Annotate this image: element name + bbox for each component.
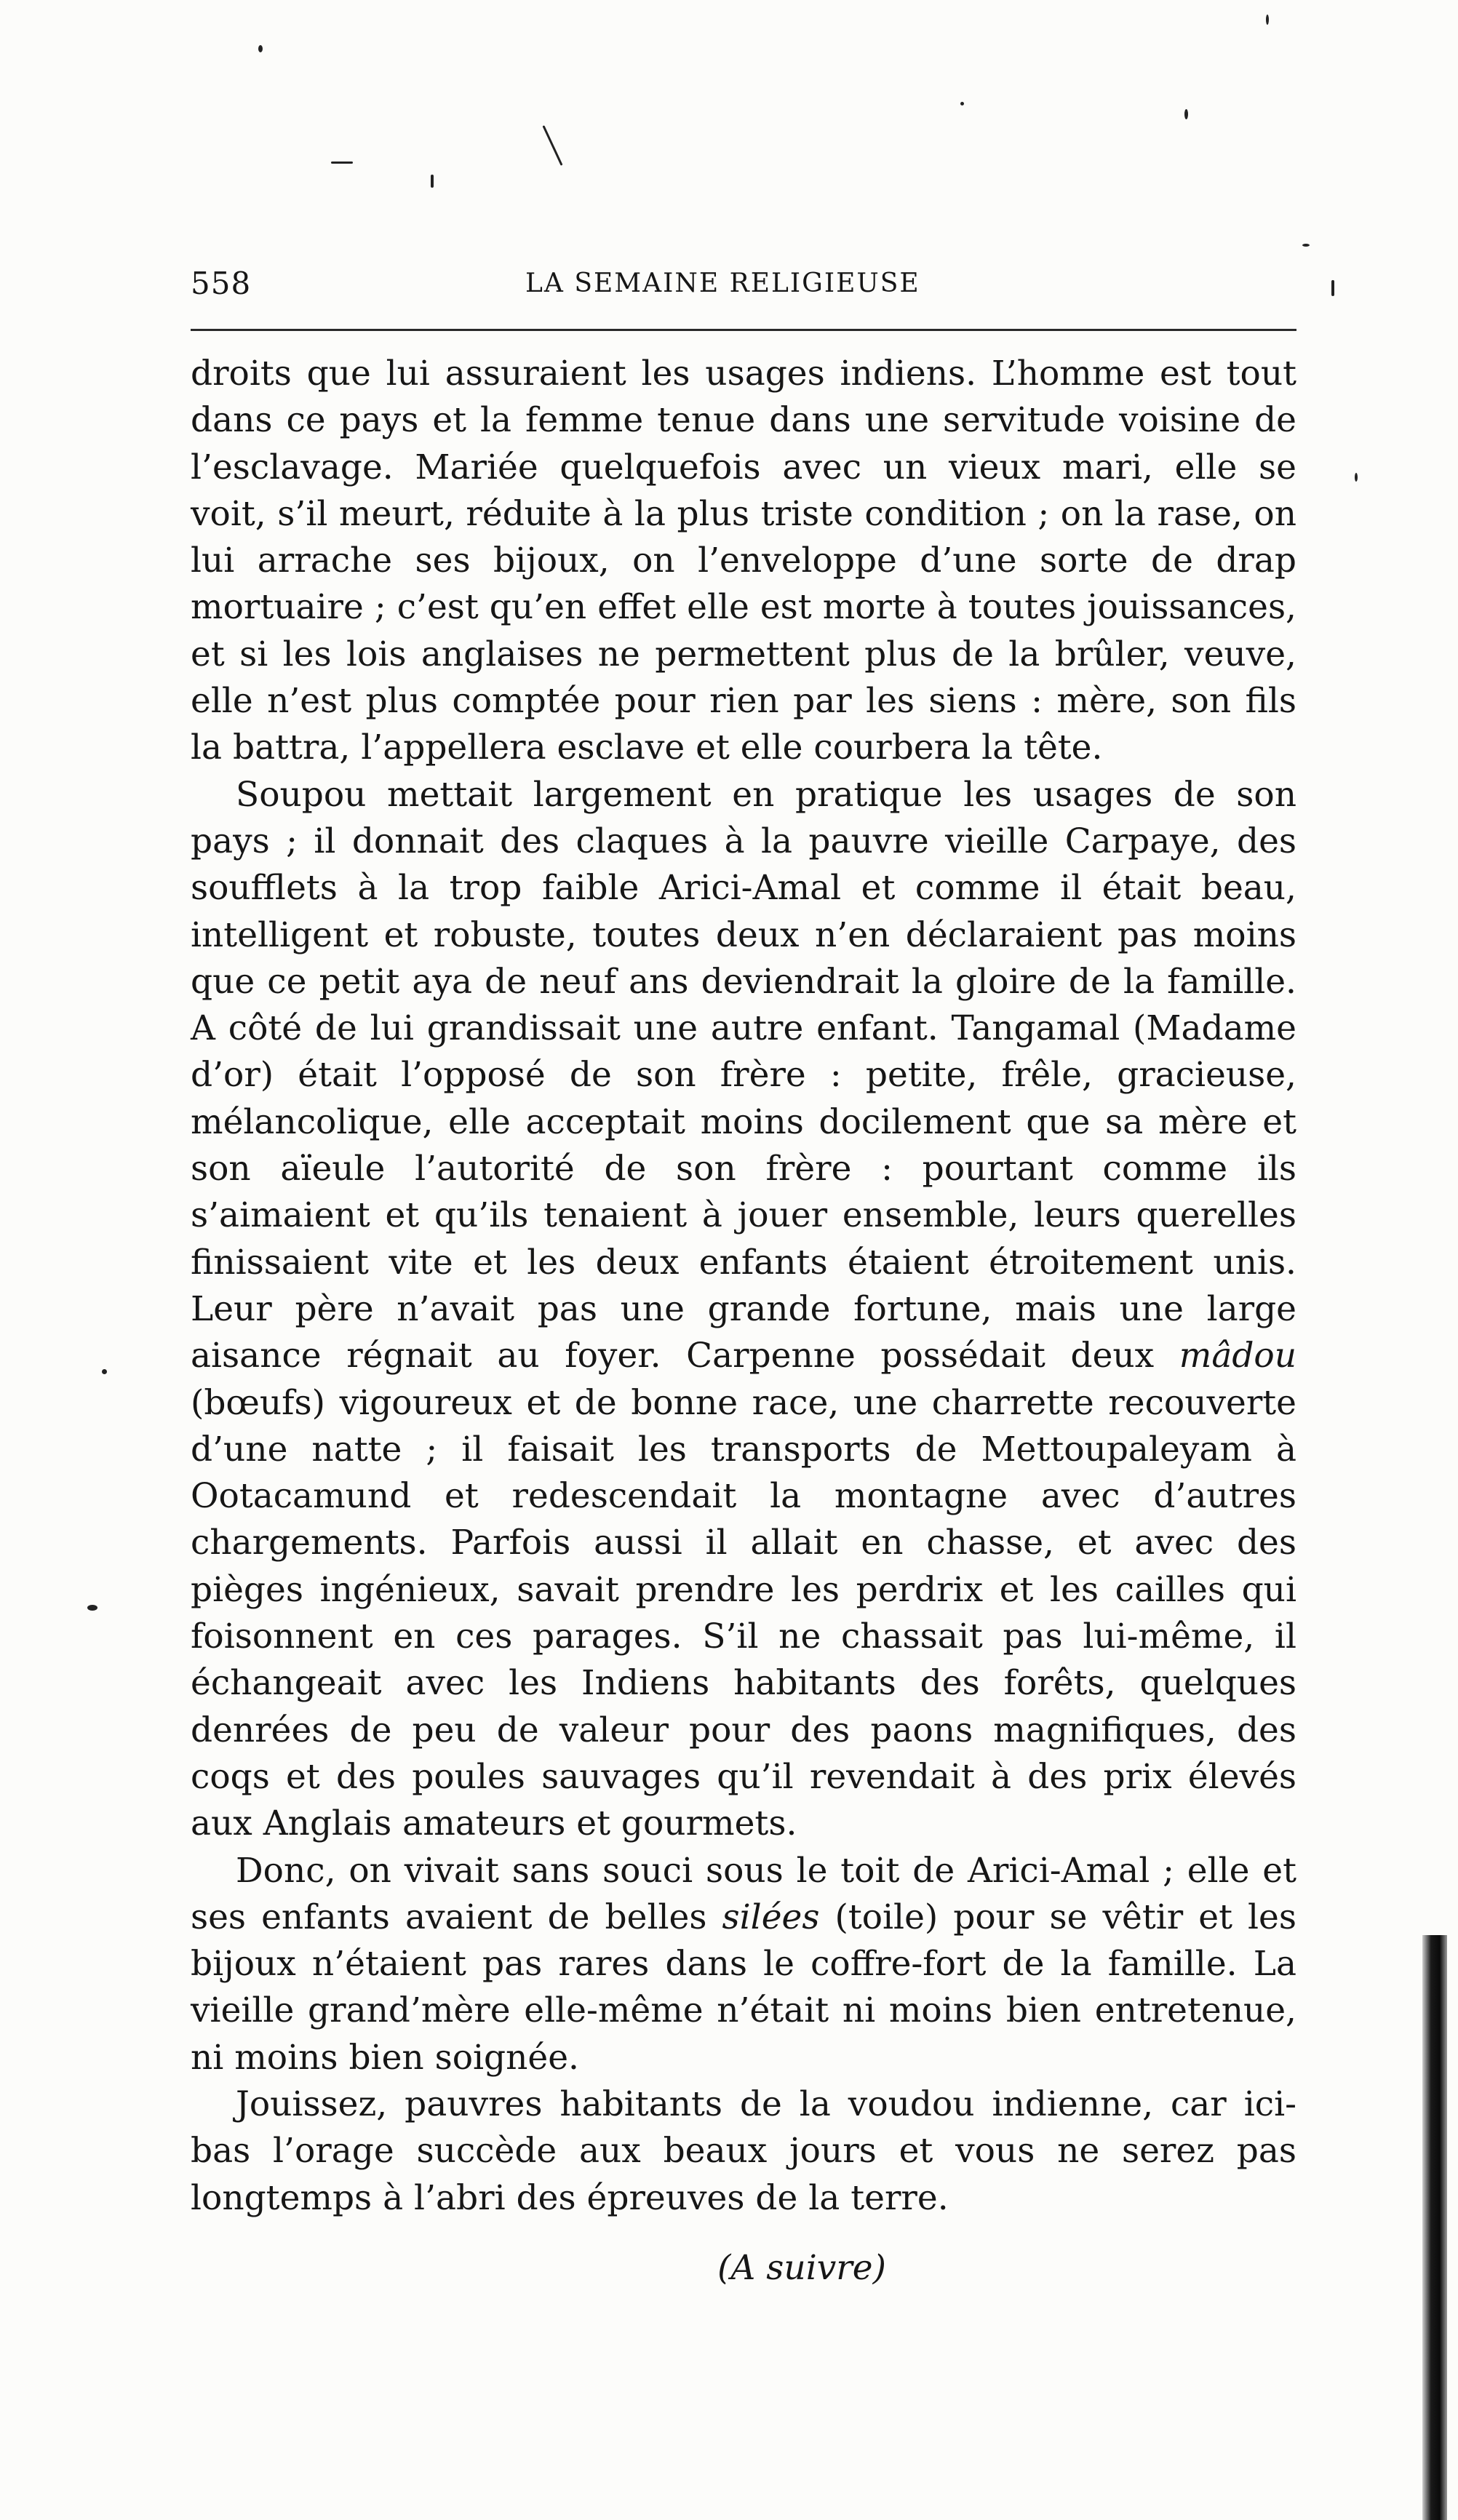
page-number: 558 xyxy=(191,266,252,301)
paragraph-3 xyxy=(191,1848,1296,2081)
page-header xyxy=(191,266,1296,309)
scan-speck xyxy=(258,45,263,52)
scan-speck xyxy=(1355,473,1358,482)
continued-note: (A suivre) xyxy=(717,2248,886,2288)
scan-speck xyxy=(1331,280,1334,296)
scan-speck xyxy=(542,125,562,166)
scan-speck xyxy=(960,102,964,105)
scan-speck xyxy=(87,1605,97,1611)
paragraph-3-part-3: (toile) pour se vêtir et les bijoux n’étaient pas rares dans le coffre-fort de la famille. La vieille grand’mère elle-même n’était ni moins bien entretenue, ni moins bien soignée. xyxy=(191,1897,1296,2078)
paragraph-1: droits que lui assuraient les usages indiens. L’homme est tout dans ce pays et la femme tenue dans une servitude voisine de l’esclavage. Mariée quelquefois avec un vieux mari, elle se voit, s’il meurt, réduite à la plus triste condition ; on la rase, on lui arrache ses bijoux, on l’enveloppe d’une sorte de drap mortuaire ; c’est qu’en effet elle est morte à toutes jouissances, et si les lois anglaises ne permettent plus de la brûler, veuve, elle n’est plus comptée pour rien par les siens : mère, son fils la battra, l’appellera esclave et elle courbera la tête. xyxy=(191,354,1296,768)
paragraph-2-part-3: (bœufs) vigoureux et de bonne race, une charrette recouverte d’une natte ; il faisait les transports de Mettoupaleyam à Ootacamund et redescendait la montagne avec d’autres chargements. Parfois aussi il allait en chasse, et avec des pièges ingénieux, savait prendre les perdrix et les cailles qui foisonnent en ces parages. S’il ne chassait pas lui-même, il échangeait avec les Indiens habitants des forêts, quelques denrées de peu de valeur pour des paons magnifiques, des coqs et des poules sauvages qu’il revendait à des prix élevés aux Anglais amateurs et gourmets. xyxy=(191,1382,1296,1844)
paragraph-2-italic-term: mâdou xyxy=(1179,1336,1296,1376)
paragraph-3-part-1: Donc, on vivait sans souci sous le toit de Arici-Amal ; elle et ses enfants avaient de belles xyxy=(191,1850,1296,1937)
body-text xyxy=(191,351,1296,2222)
running-title: LA SEMAINE RELIGIEUSE xyxy=(525,268,920,298)
page-edge-shadow xyxy=(1422,1935,1447,2520)
paragraph-2 xyxy=(191,772,1296,1848)
scan-speck xyxy=(1184,109,1188,119)
header-rule xyxy=(191,329,1296,331)
scan-speck xyxy=(331,162,353,164)
scan-speck xyxy=(102,1369,107,1374)
paragraph-3-italic-term: silées xyxy=(722,1897,820,1937)
scan-speck xyxy=(1302,244,1310,247)
paragraph-4: Jouissez, pauvres habitants de la voudou indienne, car ici-bas l’orage succède aux beaux jours et vous ne serez pas longtemps à l’abri des épreuves de la terre. xyxy=(191,2084,1296,2218)
scan-speck xyxy=(1266,15,1269,25)
scan-speck xyxy=(431,175,434,188)
paragraph-2-part-1: Soupou mettait largement en pratique les usages de son pays ; il donnait des claques à la pauvre vieille Carpaye, des soufflets à la trop faible Arici-Amal et comme il était beau, intelligent et robuste, toutes deux n’en déclaraient pas moins que ce petit aya de neuf ans deviendrait la gloire de la famille. A côté de lui grandissait une autre enfant. Tangamal (Madame d’or) était l’opposé de son frère : petite, frêle, gracieuse, mélancolique, elle acceptait moins docilement que sa mère et son aïeule l’autorité de son frère : pourtant comme ils s’aimaient et qu’ils tenaient à jouer ensemble, leurs querelles finissaient vite et les deux enfants étaient étroitement unis. Leur père n’avait pas une grande fortune, mais une large aisance régnait au foyer. Carpenne possédait deux xyxy=(191,774,1296,1376)
